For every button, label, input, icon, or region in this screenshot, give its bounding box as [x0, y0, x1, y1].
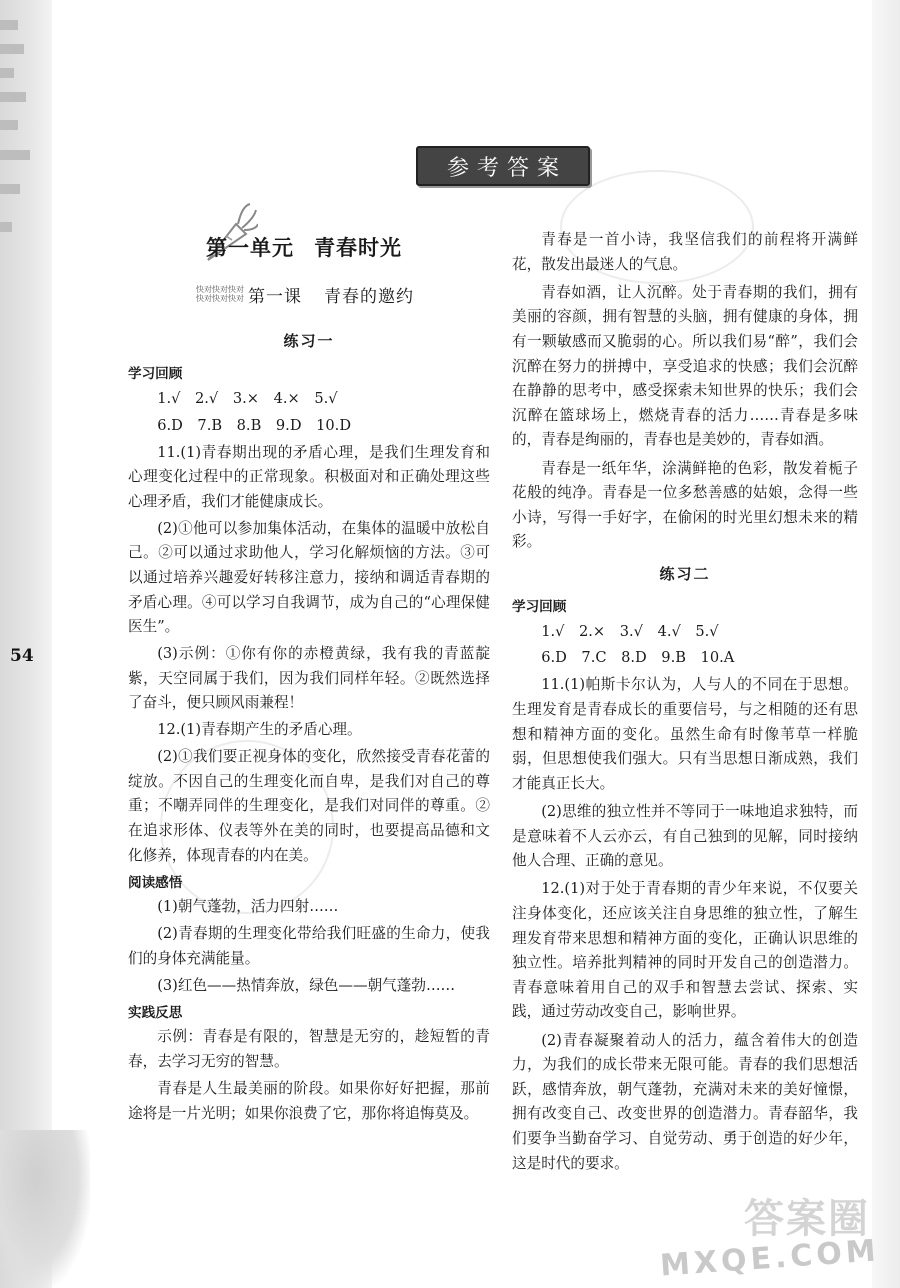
section-heading: 学习回顾: [512, 598, 567, 615]
strip-dash: [0, 222, 12, 232]
lesson-name: 青春的邀约: [324, 287, 414, 307]
answer-line: 6.D 7.B 8.B 9.D 10.D: [157, 416, 352, 434]
answer-paragraph: (1)朝气蓬勃，活力四射……: [157, 898, 339, 916]
answer-paragraph: 12.(1)青春期产生的矛盾心理。: [157, 721, 362, 739]
exercise-title: 练习一: [283, 332, 335, 350]
right-column: [512, 228, 858, 1180]
answer-paragraph: (2)①我们要正视身体的变化，欣然接受青春花蕾的绽放。不因自己的生理变化而自卑，是我们对自己的尊重；不嘲弄同伴的生理变化，是我们对同伴的尊重。②在追求形体、仪表等外在美的同时，也要提高品德和文化修养，体现青春的内在美。: [128, 748, 490, 864]
unit-title: [206, 232, 402, 262]
answer-line: 1.√ 2.× 3.√ 4.√ 5.√: [541, 622, 719, 640]
strip-dash: [0, 20, 18, 30]
strip-dash: [0, 92, 26, 102]
section-heading: 学习回顾: [128, 366, 183, 382]
unit-number: 第一单元: [206, 236, 294, 260]
left-column: [128, 328, 490, 1129]
answer-banner: [416, 146, 590, 186]
answer-paragraph: 青春是人生最美丽的阶段。如果你好好把握，那前途将是一片光明；如果你浪费了它，那你将追悔莫及。: [128, 1079, 490, 1122]
exercise-title: 练习二: [659, 564, 711, 583]
stamp-tag: 快对快对快对 快对快对快对: [196, 285, 244, 303]
watermark-logo: 答案圈: [744, 1196, 870, 1242]
banner-title: 参考答案: [446, 155, 567, 181]
runner-silhouette: [0, 1130, 90, 1288]
answer-paragraph: (2)青春期的生理变化带给我们旺盛的生命力，使我们的身体充满能量。: [128, 925, 490, 967]
strip-dash: [0, 68, 14, 78]
section-heading: 阅读感悟: [128, 874, 183, 891]
strip-dash: [0, 150, 30, 160]
strip-dash: [0, 44, 24, 54]
answer-paragraph: 青春是一首小诗，我坚信我们的前程将开满鲜花，散发出最迷人的气息。: [512, 231, 858, 273]
unit-name: 青春时光: [314, 236, 402, 260]
answer-paragraph: (2)①他可以参加集体活动，在集体的温暖中放松自己。②可以通过求助他人，学习化解烦恼的方法。③可以通过培养兴趣爱好转移注意力，接纳和调适青春期的矛盾心理。④可以学习自我调节，成为自己的“心理保健医生”。: [128, 519, 490, 636]
answer-line: 1.√ 2.√ 3.× 4.× 5.√: [157, 389, 338, 407]
answer-paragraph: (2)思维的独立性并不等同于一味地追求独特，而是意味着不人云亦云，有自己独到的见解，同时接纳他人合理、正确的意见。: [512, 803, 858, 870]
lesson-title: [248, 282, 414, 307]
answer-paragraph: 青春是一纸年华，涂满鲜艳的色彩，散发着栀子花般的纯净。青春是一位多愁善感的姑娘，念得一些小诗，写得一手好字，在偷闲的时光里幻想未来的精彩。: [512, 459, 858, 551]
answer-paragraph: 12.(1)对于处于青春期的青少年来说，不仅要关注身体变化，还应该关注自身思维的独立性，了解生理发育带来思想和精神方面的变化，正确认识思维的独立性。培养批判精神的同时开发自己的创造潜力。青春意味着用自己的双手和智慧去尝试、探索、实践，通过劳动改变自己，影响世界。: [512, 880, 858, 1021]
page-number: 54: [10, 646, 34, 666]
left-margin-strip: [0, 0, 52, 1288]
right-margin-strip: [872, 0, 900, 1288]
watermark-url: MXQE.COM: [659, 1233, 881, 1284]
answer-paragraph: 示例：青春是有限的，智慧是无穷的，趁短暂的青春，去学习无穷的智慧。: [128, 1028, 490, 1070]
strip-dash: [0, 184, 20, 194]
lesson-number: 第一课: [248, 287, 302, 307]
answer-paragraph: 青春如酒，让人沉醉。处于青春期的我们，拥有美丽的容颜，拥有智慧的头脑，拥有健康的身体，拥有一颗敏感而又脆弱的心。所以我们易“醉”，我们会沉醉在努力的拼搏中，享受追求的快感；我们会沉醉在静静的思考中，感受探索未知世界的快乐；我们会沉醉在篮球场上，燃烧青春的活力……青春是多味的，青春是绚丽的，青春也是美妙的，青春如酒。: [512, 283, 858, 449]
answer-paragraph: (3)示例：①你有你的赤橙黄绿，我有我的青蓝靛紫，天空同属于我们，因为我们同样年轻。②既然选择了奋斗，便只顾风雨兼程！: [128, 645, 490, 712]
answer-paragraph: 11.(1)帕斯卡尔认为，人与人的不同在于思想。生理发育是青春成长的重要信号，与之相随的还有思想和精神方面的变化。虽然生命有时像苇草一样脆弱，但思想使我们强大。只有当思想日渐成熟，我们才能真正长大。: [512, 676, 858, 792]
answer-paragraph: (3)红色——热情奔放，绿色——朝气蓬勃……: [157, 976, 456, 994]
answer-line: 6.D 7.C 8.D 9.B 10.A: [541, 649, 735, 667]
answer-paragraph: (2)青春凝聚着动人的活力，蕴含着伟大的创造力，为我们的成长带来无限可能。青春的我们思想活跃，感情奔放，朝气蓬勃，充满对未来的美好憧憬，拥有改变自己、改变世界的创造潜力。青春韶华，我们要争当勤奋学习、自觉劳动、勇于创造的好少年，这是时代的要求。: [512, 1031, 858, 1172]
section-heading: 实践反思: [128, 1004, 183, 1021]
strip-dash: [0, 120, 18, 130]
answer-paragraph: 11.(1)青春期出现的矛盾心理，是我们生理发育和心理变化过程中的正常现象。积极面对和正确处理这些心理矛盾，我们才能健康成长。: [128, 443, 490, 510]
